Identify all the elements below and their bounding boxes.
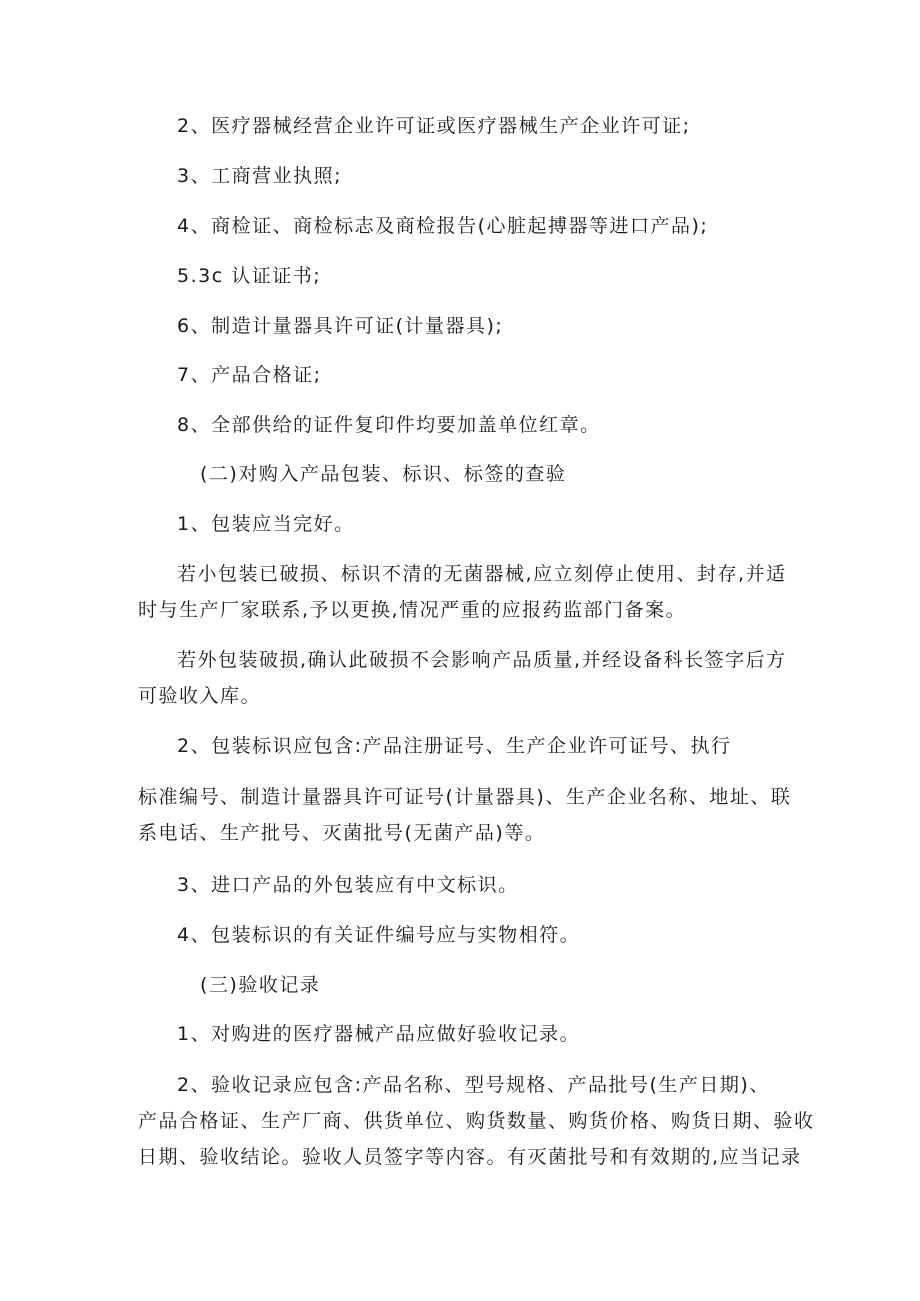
paragraph-line: 若小包装已破损、标识不清的无菌器械,应立刻停止使用、封存,并适 [177, 563, 787, 585]
list-item: 5.3c 认证证书; [177, 265, 322, 287]
section-heading: (二)对购入产品包装、标识、标签的查验 [200, 463, 567, 485]
paragraph-line: 标准编号、制造计量器具许可证号(计量器具)、生产企业名称、地址、联 [138, 786, 792, 808]
paragraph-line: 2、包装标识应包含:产品注册证号、生产企业许可证号、执行 [177, 735, 732, 757]
list-item: 7、产品合格证; [177, 364, 322, 386]
paragraph-line: 日期、验收结论。验收人员签字等内容。有灭菌批号和有效期的,应当记录 [138, 1146, 802, 1168]
paragraph: 1、包装应当完好。 [177, 513, 355, 535]
list-item: 3、工商营业执照; [177, 165, 342, 187]
paragraph: 4、包装标识的有关证件编号应与实物相符。 [177, 924, 581, 946]
list-item: 4、商检证、商检标志及商检报告(心脏起搏器等进口产品); [177, 215, 709, 237]
section-heading: (三)验收记录 [200, 974, 321, 996]
list-item: 6、制造计量器具许可证(计量器具); [177, 315, 504, 337]
paragraph-line: 若外包装破损,确认此破损不会影响产品质量,并经设备科长签字后方 [177, 649, 787, 671]
paragraph-line: 可验收入库。 [138, 685, 262, 707]
paragraph: 3、进口产品的外包装应有中文标识。 [177, 874, 519, 896]
paragraph-line: 系电话、生产批号、灭菌批号(无菌产品)等。 [138, 822, 546, 844]
list-item: 8、全部供给的证件复印件均要加盖单位红章。 [177, 414, 601, 436]
paragraph-line: 2、验收记录应包含:产品名称、型号规格、产品批号(生产日期)、 [177, 1074, 770, 1096]
paragraph-line: 时与生产厂家联系,予以更换,情况严重的应报药监部门备案。 [138, 599, 687, 621]
paragraph-line: 产品合格证、生产厂商、供货单位、购货数量、购货价格、购货日期、验收 [138, 1110, 815, 1132]
list-item: 2、医疗器械经营企业许可证或医疗器械生产企业许可证; [177, 115, 691, 137]
paragraph: 1、对购进的医疗器械产品应做好验收记录。 [177, 1023, 581, 1045]
